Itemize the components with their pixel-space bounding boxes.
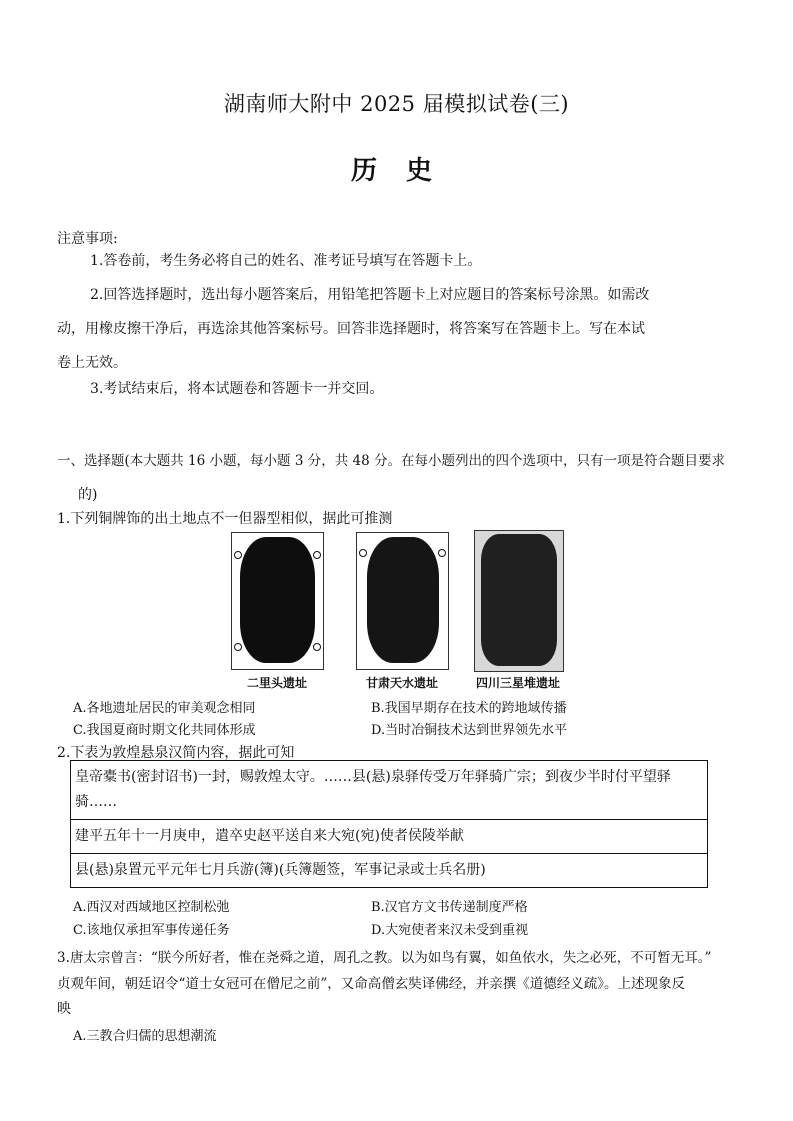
q2-option-a: A.西汉对西域地区控制松弛 — [73, 900, 230, 915]
exam-title: 湖南师大附中 2025 届模拟试卷(三) — [223, 92, 570, 116]
q2-option-d: D.大宛使者来汉未受到重视 — [371, 923, 529, 938]
caption-tianshui: 甘肃天水遗址 — [365, 676, 438, 690]
table-cell: 皇帝橐书(密封诏书)一封，赐敦煌太守。……县(悬)泉驿传受万年驿骑广宗；到夜少半时付平望驿骑…… — [71, 761, 708, 820]
q3-stem-line-1: 3.唐太宗曾言：“朕今所好者，惟在尧舜之道，周孔之教。以为如鸟有翼，如鱼依水，失之必死，不可暂无耳。” — [57, 950, 712, 966]
table-row — [71, 761, 708, 820]
q3-stem-line-2: 贞观年间，朝廷诏令“道士女冠可在僧尼之前”，又命高僧玄奘译佛经，并亲撰《道德经义疏》。上述现象反 — [57, 976, 686, 992]
q1-option-b: B.我国早期存在技术的跨地域传播 — [371, 701, 567, 716]
q1-option-a: A.各地遗址居民的审美观念相同 — [73, 701, 256, 716]
q3-option-a: A.三教合归儒的思想潮流 — [73, 1029, 217, 1044]
section-heading: 一、选择题(本大题共 16 小题，每小题 3 分，共 48 分。在每小题列出的四个选项中，只有一项是符合题目要求 — [57, 453, 725, 469]
q3-stem-line-3: 映 — [57, 1001, 71, 1017]
q2-stem: 2.下表为敦煌悬泉汉简内容，据此可知 — [57, 745, 295, 761]
q2-option-c: C.该地仅承担军事传递任务 — [73, 923, 230, 938]
notice-heading: 注意事项: — [57, 231, 118, 247]
q1-option-d: D.当时冶铜技术达到世界领先水平 — [371, 723, 568, 738]
plaque-image-sanxingdui — [474, 530, 564, 672]
caption-erlitou: 二里头遗址 — [246, 676, 307, 690]
q1-option-c: C.我国夏商时期文化共同体形成 — [73, 723, 256, 738]
table-row — [71, 854, 708, 888]
plaque-image-tianshui — [356, 532, 449, 670]
notice-item-2-cont: 动，用橡皮擦干净后，再选涂其他答案标号。回答非选择题时，将答案写在答题卡上。写在本试 — [57, 321, 645, 337]
notice-item-2-end: 卷上无效。 — [57, 355, 127, 371]
subject-title: 历 史 — [350, 156, 443, 186]
q1-stem: 1.下列铜牌饰的出土地点不一但器型相似，据此可推测 — [57, 511, 393, 527]
notice-item-1: 1.答卷前，考生务必将自己的姓名、准考证号填写在答题卡上。 — [90, 253, 482, 269]
q2-option-b: B.汉官方文书传递制度严格 — [371, 900, 528, 915]
q2-table — [70, 760, 708, 888]
table-cell: 县(悬)泉置元平元年七月兵游(簿)(兵簿题签，军事记录或士兵名册) — [71, 854, 708, 888]
caption-sanxingdui: 四川三星堆遗址 — [475, 676, 560, 690]
plaque-image-erlitou — [231, 532, 324, 670]
notice-item-2: 2.回答选择题时，选出每小题答案后，用铅笔把答题卡上对应题目的答案标号涂黑。如需改 — [90, 287, 650, 303]
table-cell: 建平五年十一月庚申，遣卒史赵平送自来大宛(宛)使者侯陵举献 — [71, 820, 708, 854]
section-heading-cont: 的) — [78, 487, 98, 503]
notice-item-3: 3.考试结束后，将本试题卷和答题卡一并交回。 — [90, 381, 384, 397]
table-row — [71, 820, 708, 854]
